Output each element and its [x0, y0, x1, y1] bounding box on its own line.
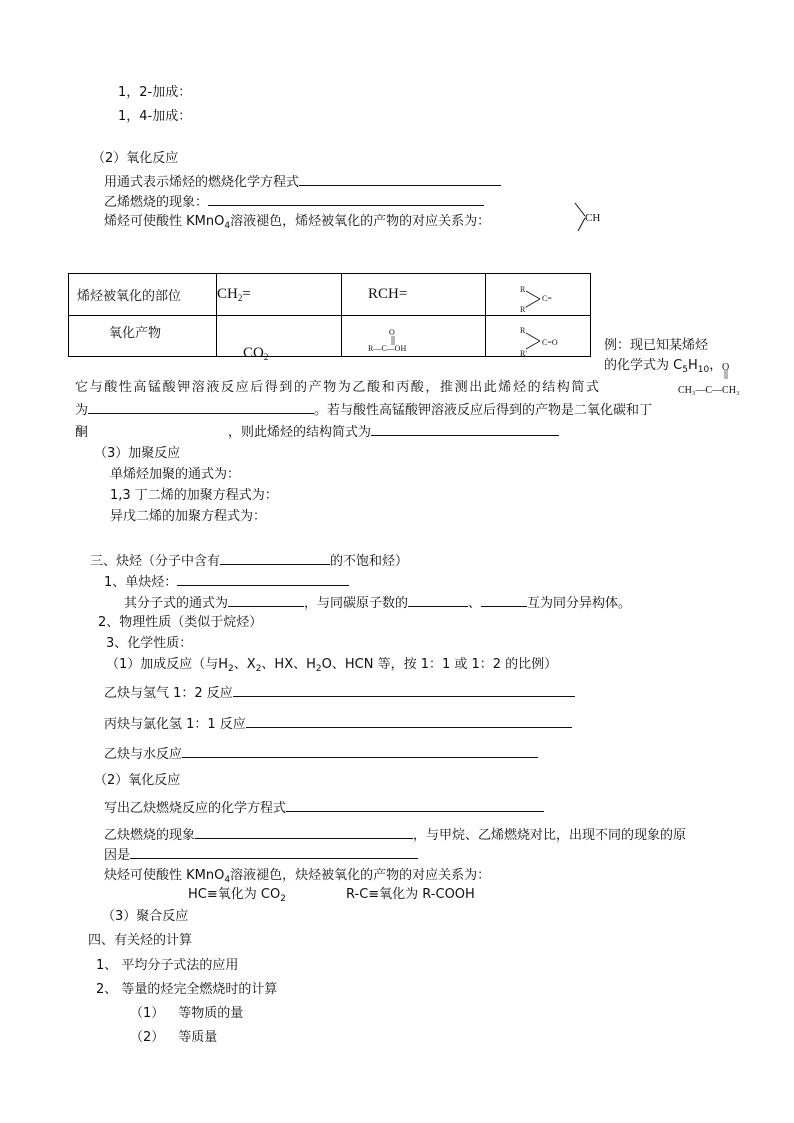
s3-1bd: 互为同分异构体。 — [527, 596, 632, 611]
poly-line-1: 单烯烃加聚的通式为： — [110, 467, 241, 482]
ox2-heading: （2）氧化反应 — [94, 773, 181, 788]
ox-heading: （2）氧化反应 — [92, 151, 179, 166]
add-14-label: 1，4-加成： — [118, 109, 192, 124]
s3-1bc: 、 — [468, 596, 482, 611]
frag-chain: R—C—OH — [368, 344, 407, 353]
struct-chain: CH₃—C—CH₃ — [678, 385, 740, 396]
ox2-line-4: 炔烃可使酸性 KMnO$_4$溶液褪色，炔烃被氧化的产物的对应关系为： — [104, 868, 491, 885]
ex2b: H — [687, 358, 698, 373]
poly-heading: （3）加聚反应 — [94, 446, 181, 461]
ox2-l2b: ，与甲烷、乙烯燃烧对比，出现不同的现象的原 — [413, 828, 687, 843]
table-cell — [486, 316, 591, 357]
table-cell — [486, 274, 591, 316]
s331d: O、HCN 等，按 1：1 或 1：2 的比例） — [321, 657, 558, 672]
blank[interactable] — [246, 715, 572, 728]
ex2a: 的化学式为 C — [604, 358, 683, 373]
poly-line-2: 1,3 丁二烯的加聚方程式为： — [110, 488, 278, 503]
example-line-1: 例：现已知某烯烃 — [604, 338, 709, 353]
blank[interactable] — [130, 846, 418, 859]
cell-text: = — [242, 286, 251, 302]
s422a: （2） — [130, 1030, 165, 1045]
cell-text: CO — [243, 345, 264, 361]
subscript: 4 — [224, 221, 231, 231]
ox-line-1 — [104, 173, 501, 191]
ox2-line-2 — [104, 826, 686, 844]
s3-2: 2、物理性质（类似于烷烃） — [98, 615, 263, 630]
s3-1ba: 其分子式的通式为 — [124, 596, 229, 611]
frag-o: O — [389, 328, 395, 337]
struct-o: O — [722, 362, 730, 373]
table-cell: RCH= — [342, 274, 486, 316]
s3a: 三、炔烃（分子中含有 — [90, 554, 221, 569]
acet-h2o-text: 乙炔与水反应 — [104, 747, 183, 762]
section-3-heading — [90, 552, 408, 570]
frag-c: C= — [542, 293, 552, 303]
blank[interactable] — [299, 173, 501, 186]
s422b: 等质量 — [178, 1030, 218, 1045]
table-row — [69, 274, 591, 316]
ox2-l4a: 炔烃可使酸性 KMnO — [104, 868, 225, 883]
section-4-heading: 四、有关烃的计算 — [88, 933, 193, 948]
table-cell — [217, 274, 342, 316]
poly-line-3: 异戊二烯的加聚方程式为： — [110, 509, 267, 524]
blank[interactable] — [88, 401, 314, 414]
blank[interactable] — [371, 423, 559, 436]
frag-r: R — [520, 284, 526, 294]
ox-line-2 — [104, 193, 484, 211]
subscript: 10 — [697, 365, 710, 375]
ketone-frag-1 — [486, 275, 590, 315]
blank[interactable] — [408, 594, 468, 607]
table-cell: 烯烃被氧化的部位 — [69, 274, 217, 316]
ox-line-1-text: 用通式表示烯烃的燃烧化学方程式 — [104, 175, 300, 190]
frag-r2: R' — [520, 304, 527, 314]
ex5b: ，则此烯烃的结构简式为 — [228, 425, 372, 440]
prop-hcl-text: 丙炔与氯化氢 1：1 反应 — [104, 717, 246, 732]
ox2-line-3 — [104, 846, 418, 864]
ex4b: 。若与酸性高锰酸钾溶液反应后得到的产物是二氧化碳和丁 — [314, 403, 653, 418]
table-row — [69, 316, 591, 357]
blank[interactable] — [177, 573, 349, 586]
acid-frag — [342, 316, 485, 356]
ex4a: 为 — [75, 403, 89, 418]
blank[interactable] — [286, 799, 544, 812]
subscript: 5 — [682, 365, 688, 375]
oxidation-table — [68, 273, 591, 362]
s4-1: 1、 平均分子式法的应用 — [96, 958, 239, 973]
blank[interactable] — [481, 594, 527, 607]
subscript: 2 — [263, 352, 269, 362]
ox2-l3: 因是 — [104, 848, 131, 863]
double-bond-icon — [724, 370, 728, 380]
blank[interactable] — [208, 193, 484, 206]
ox2-l4b: 溶液褪色，炔烃被氧化的产物的对应关系为： — [230, 868, 491, 883]
ox2-l5a: HC≡氧化为 CO — [188, 887, 281, 902]
ox2-l1: 写出乙炔燃烧反应的化学方程式 — [104, 801, 287, 816]
subscript: 2 — [237, 293, 243, 303]
ox-line-3a: 烯烃可使酸性 KMnO — [104, 214, 225, 229]
example-line-4 — [75, 401, 652, 419]
s331b: 、X — [233, 657, 256, 672]
frag-r2: R' — [520, 349, 527, 358]
ketone-frag-2 — [486, 316, 590, 356]
table-cell: 氧化产物 — [69, 316, 217, 357]
ox-line-3 — [104, 214, 490, 230]
s3-3-1: （1）加成反应（与$H_2$、$X_2$、HX、$H_2O$、HCN 等，按 1：1 或 1：2 的比例） — [106, 657, 558, 674]
s3-1-text: 1、单炔烃： — [104, 575, 178, 590]
example-line-2: 的化学式为 $C_5H_{10}$， — [604, 358, 723, 375]
blank[interactable] — [228, 594, 304, 607]
acet-h2-text: 乙炔与氢气 1：2 反应 — [104, 686, 233, 701]
ox-line-3b: 溶液褪色，烯烃被氧化的产物的对应关系为： — [230, 214, 491, 229]
blank[interactable] — [195, 826, 413, 839]
s421a: （1） — [130, 1006, 165, 1021]
s4-2-2 — [130, 1030, 217, 1046]
table-cell — [342, 316, 486, 357]
s3b: 的不饱和烃） — [330, 554, 409, 569]
bond-lines-icon — [524, 329, 544, 353]
blank[interactable] — [220, 552, 330, 565]
table-cell — [217, 316, 342, 362]
co2-text — [243, 345, 268, 361]
frag-co: C=O — [542, 338, 558, 347]
acetylene-h2o — [104, 745, 538, 763]
s4-2: 2、 等量的烃完全燃烧时的计算 — [96, 982, 278, 997]
cell-text: CH — [217, 286, 238, 302]
s421b: 等物质的量 — [178, 1006, 244, 1021]
frag-r: R — [520, 326, 526, 335]
blank[interactable] — [182, 745, 538, 758]
ch-fragment: CH — [585, 212, 601, 224]
bond-lines-icon — [524, 287, 544, 311]
ox2-line-1 — [104, 799, 544, 817]
propyne-hcl — [104, 715, 572, 733]
s3-1 — [104, 573, 349, 591]
s331c: 、HX、H — [261, 657, 316, 672]
example-line-5 — [75, 423, 559, 441]
blank[interactable] — [233, 684, 575, 697]
ex5a: 酮 — [75, 425, 89, 440]
poly2-heading: （3）聚合反应 — [102, 909, 189, 924]
ox2-l2a: 乙炔燃烧的现象 — [104, 828, 196, 843]
acetylene-h2 — [104, 684, 575, 702]
s4-2-1 — [130, 1006, 243, 1022]
example-line-3: 它与酸性高锰酸钾溶液反应后得到的产物为乙酸和丙酸，推测出此烯烃的结构简式 — [75, 380, 601, 395]
s331a: （1）加成反应（与H — [106, 657, 229, 672]
add-12-label: 1，2-加成： — [118, 85, 192, 100]
s3-1-b — [124, 594, 631, 612]
s3-1bb: ，与同碳原子数的 — [304, 596, 409, 611]
s3-3: 3、化学性质： — [106, 636, 193, 651]
ox2-line-5a: HC≡氧化为 $CO_2$ — [188, 887, 286, 904]
ox2-line-5b: R-C≡氧化为 R-COOH — [346, 887, 475, 902]
ox-line-2-text: 乙烯燃烧的现象： — [104, 195, 209, 210]
